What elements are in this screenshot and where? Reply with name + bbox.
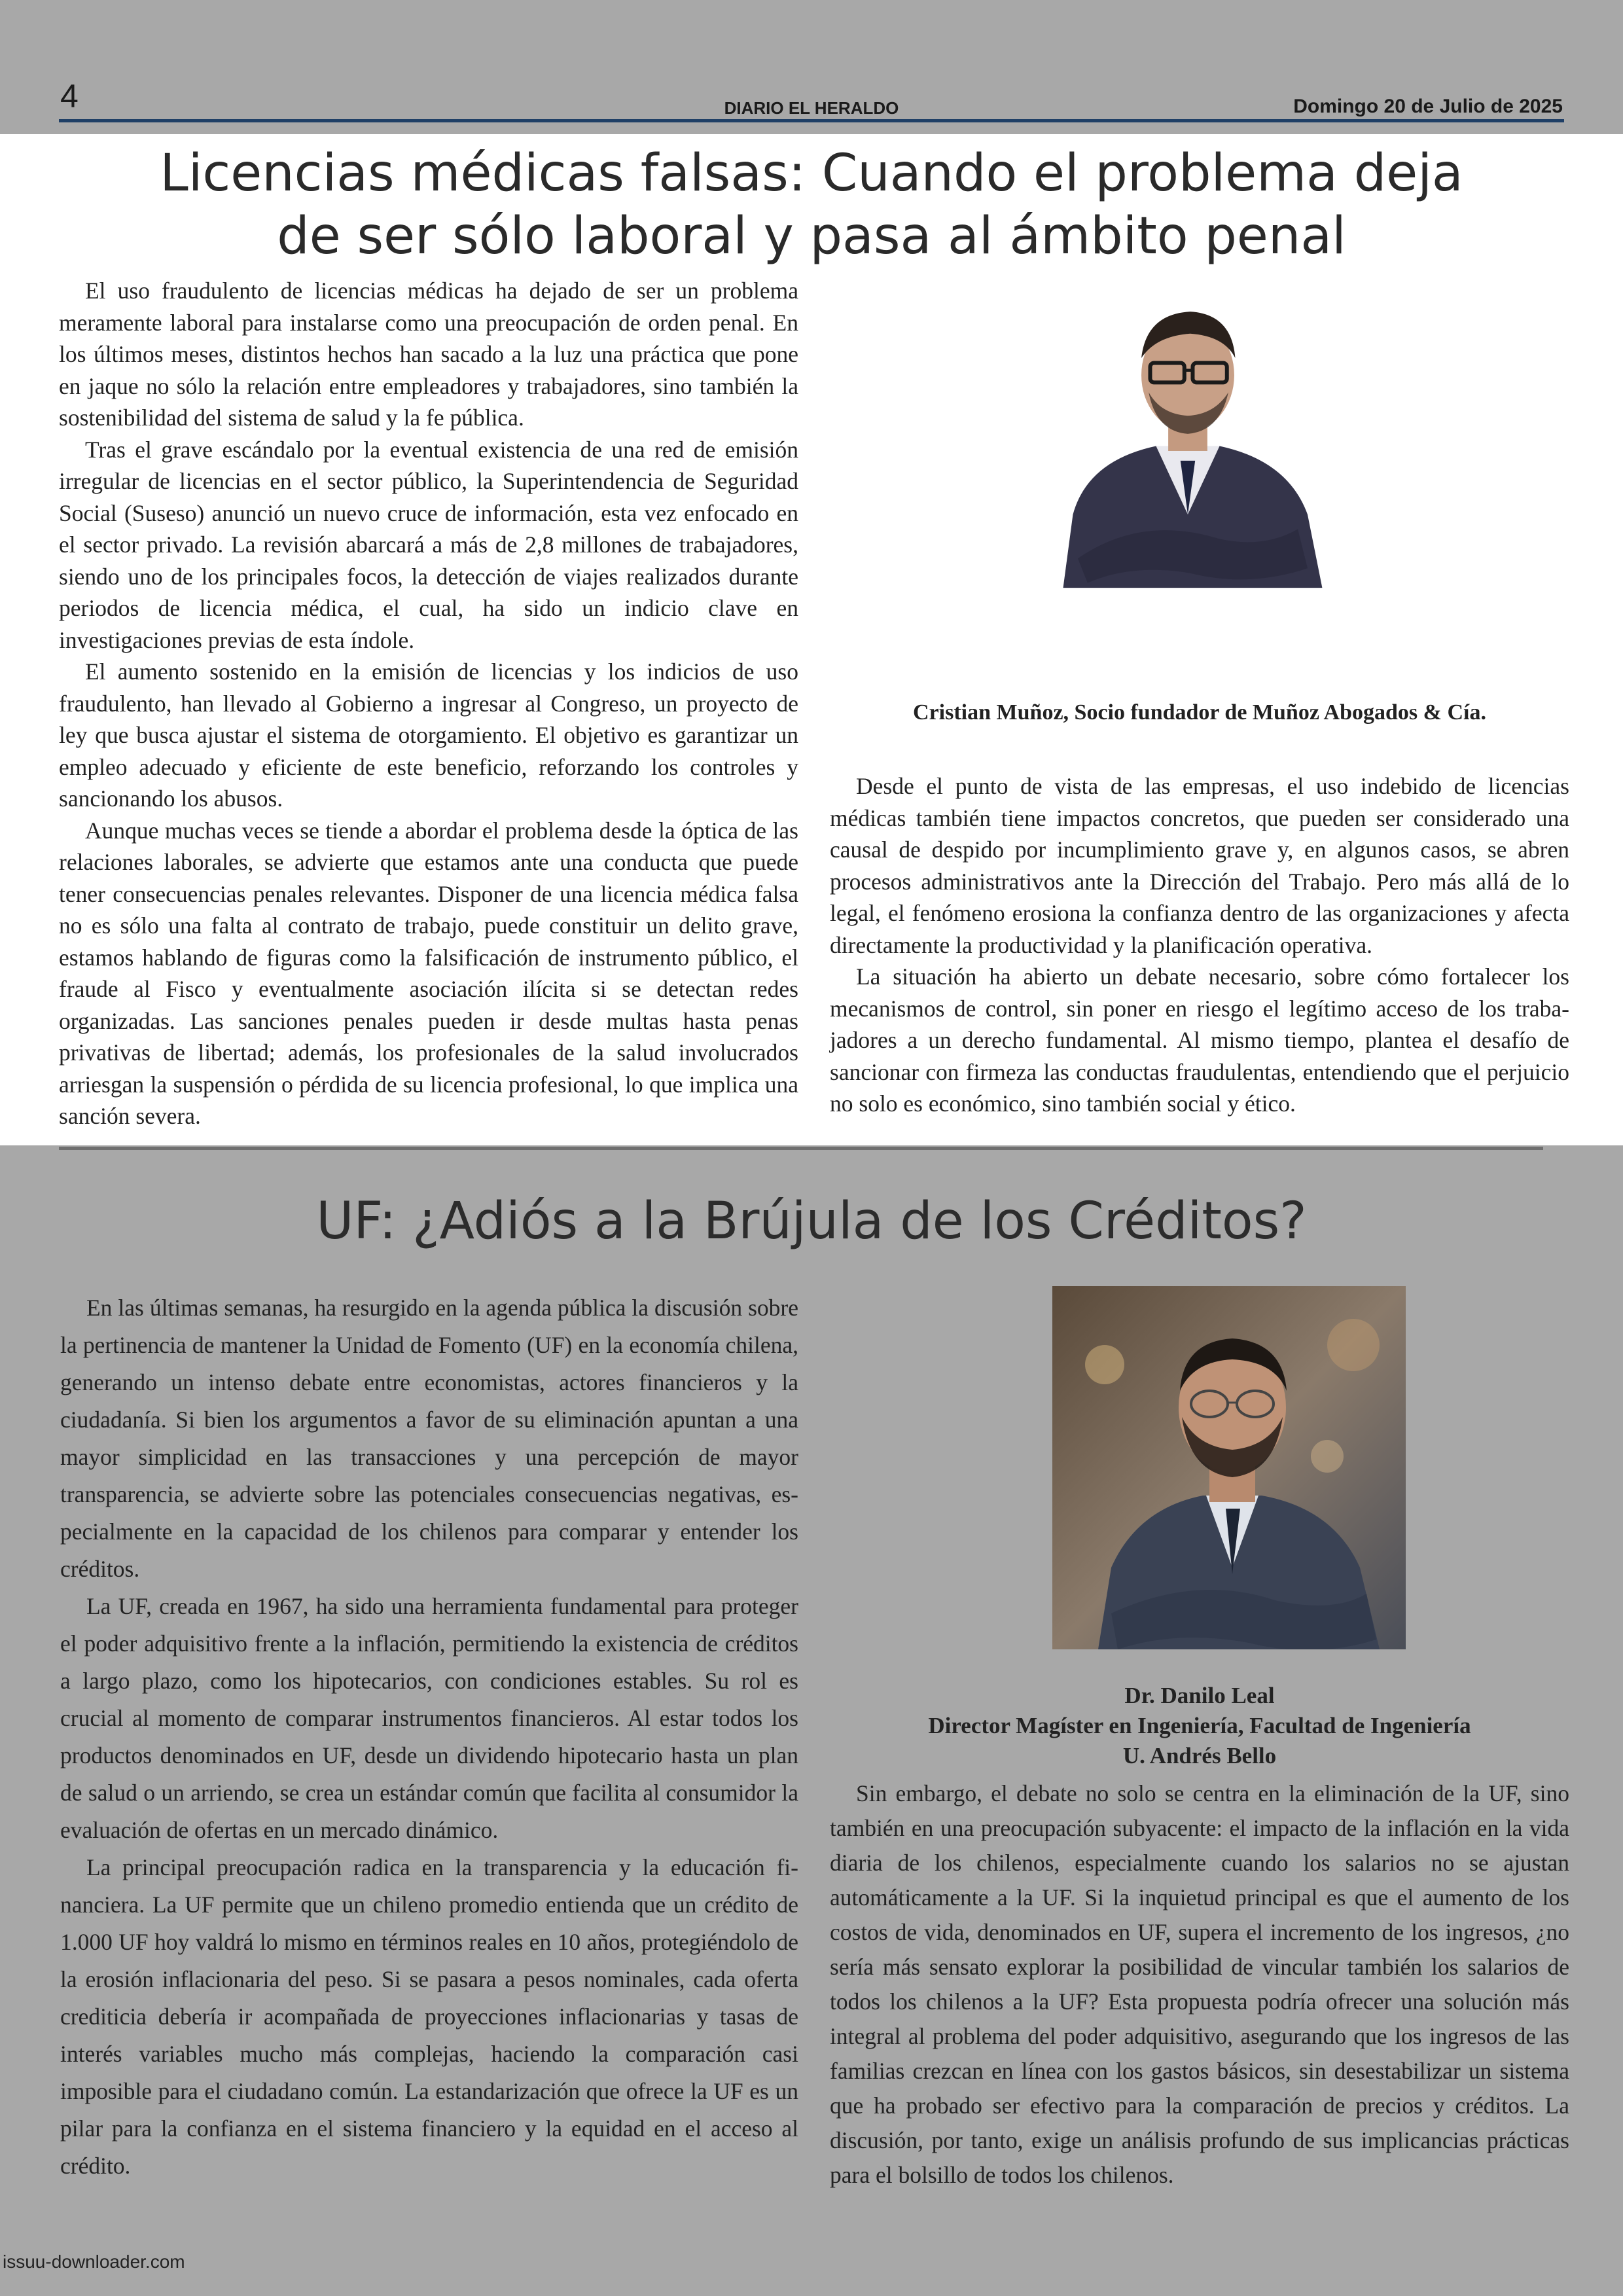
author-photo-danilo-leal (1052, 1286, 1406, 1649)
photo-caption (830, 1681, 1569, 1771)
article-2-left-column (60, 1289, 798, 2185)
author-photo-cristian-munoz (995, 285, 1381, 691)
paragraph: La situación ha abierto un debate necesario, sobre cómo fortalecer los mecanismos de control, sin poner en riesgo el legítimo acceso de los trabajadores a un derecho fundamental. Al mismo tiempo, plantea el desafío de sancionar con firmeza las conductas fraudulentas, entendiendo que el perjuicio no solo es económico, sino también social y ético. (830, 963, 1569, 1117)
section-divider (59, 1147, 1543, 1150)
article-2-right-column (830, 1776, 1569, 2193)
paragraph: En las últimas semanas, ha resurgido en la agenda pública la discusión sobre la pertinencia de mantener la Unidad de Fomento (UF) en la economía chilena, generando un intenso debate entre economistas, actores financieros y la ciudadanía. Si bien los argumentos a favor de su eliminación apuntan a una mayor simplicidad en las transacciones y una percepción de mayor transparencia, se advierte sobre las potenciales consecuencias negativas, especialmente en la capacidad de los chilenos para comparar y entender los créditos. (60, 1295, 798, 1582)
paragraph: Aunque muchas veces se tiende a abordar el problema desde la óptica de las relaciones laborales, se advierte que estamos ante una conducta que puede tener consecuencias penales relevantes. Disponer de una licencia médica falsa no es sólo una falta al contrato de trabajo, puede constituir un delito grave, estamos hablando de figuras como la falsificación de instrumento público, el fraude al Fisco y eventualmente asociación ilícita si se detectan redes organizadas. Las sanciones penales pueden ir desde multas hasta penas privativas de libertad; además, los profesionales de la salud involucrados arriesgan la suspensión o pérdida de su licencia profesional, lo que implica una sanción severa. (59, 817, 798, 1129)
header-rule (59, 119, 1564, 122)
page-number: 4 (60, 78, 79, 115)
article-2-title: UF: ¿Adiós a la Brújula de los Créditos? (316, 1192, 1307, 1251)
issue-date: Domingo 20 de Julio de 2025 (1293, 96, 1563, 117)
article-1-title (85, 142, 1538, 268)
paragraph: El uso fraudulento de licencias médicas ha dejado de ser un problema meramente laboral para instalarse como una preocupación de orden penal. En los últimos meses, distintos hechos han sacado a la luz una práctica que pone en jaque no sólo la relación entre empleadores y trabajadores, sino también la sostenibilidad del sistema de salud y la fe pública. (59, 278, 798, 431)
caption-name: Dr. Danilo Leal (1124, 1683, 1275, 1708)
caption-org: U. Andrés Bello (1122, 1743, 1277, 1768)
caption-role: Director Magíster en Ingeniería, Facultad de Ingeniería (928, 1713, 1471, 1738)
paragraph: Sin embargo, el debate no solo se centra en la eliminación de la UF, sino también en una preocupación subyacente: el impacto de la inflación en la vida diaria de los chilenos, especialmente cuando los salarios no se ajustan automáticamente a la UF. Si la inquietud principal es que el aumento de los costos de vida, denominados en UF, supera el incremento de los ingresos, ¿no sería más sensato explorar la posibilidad de vincular también los salarios de todos los chilenos a la UF? Esta propuesta podría ofrecer una solución más integral al problema del poder adquisitivo, asegurando que los ingresos de las familias crezcan en línea con los gastos básicos, sin desestabilizar un sistema que ha probado ser efectivo para la comparación de precios y créditos. La discusión, por tanto, exige un análisis profundo de sus implicancias prácticas para el bolsillo de todos los chilenos. (830, 1780, 1569, 2188)
paragraph: La principal preocupación radica en la transparencia y la educación financiera. La UF permite que un chileno promedio entienda que un crédito de 1.000 UF hoy valdrá lo mismo en términos reales en 10 años, protegiéndolo de la erosión inflacionaria del peso. Si se pasara a pesos nominales, cada oferta crediticia debería ir acompañada de proyecciones inflacionarias y tasas de interés variables mucho más complejas, haciendo la comparación casi imposible para el ciudadano común. La estandarización que ofrece la UF es un pilar para la confianza en el sistema financiero y la equidad en el acceso al crédito. (60, 1854, 798, 2179)
article-1-title-line-1: Licencias médicas falsas: Cuando el problema deja (160, 144, 1463, 203)
article-licencias (0, 134, 1623, 1145)
photo-caption: Cristian Muñoz, Socio fundador de Muñoz Abogados & Cía. (913, 700, 1486, 725)
article-1-right-column (830, 770, 1569, 1120)
article-1-left-column (59, 275, 798, 1132)
paragraph: Tras el grave escándalo por la eventual existencia de una red de emisión irregular de licencias en el sector público, la Superintendencia de Seguridad Social (Suseso) anunció un nuevo cruce de información, esta vez enfocado en el sector privado. La revisión abarcará a más de 2,8 millones de trabajadores, siendo uno de los principales focos, la detección de viajes realizados durante periodos de licencia médica, el cual, ha sido un indicio clave en investigaciones previas de esta índole. (59, 436, 798, 653)
article-1-title-line-2: de ser sólo laboral y pasa al ámbito penal (277, 207, 1346, 266)
watermark: issuu-downloader.com (3, 2251, 185, 2272)
paragraph: La UF, creada en 1967, ha sido una herramienta fundamental para proteger el poder adquisitivo frente a la inflación, permitiendo la existencia de créditos a largo plazo, como los hipotecarios, con condiciones estables. Su rol es crucial al momento de comparar instrumentos financieros. Al estar todos los productos denominados en UF, desde un dividendo hipotecario hasta un plan de salud o un arriendo, se crea un estándar común que facilita al consumidor la evaluación de ofertas en un mercado dinámico. (60, 1593, 798, 1843)
paragraph: Desde el punto de vista de las empresas, el uso indebido de licencias médicas también tiene impactos concretos, que pueden ser considerado una causal de despido por incumplimiento grave y, en algunos casos, se abren procesos administrativos ante la Dirección del Trabajo. Pero más allá de lo legal, el fenómeno erosiona la confianza dentro de las organizaciones y afecta directamente la productividad y la planificación operativa. (830, 773, 1569, 958)
paragraph: El aumento sostenido en la emisión de licencias y los indicios de uso fraudulento, han llevado al Gobierno a ingresar al Congreso, un proyecto de ley que busca ajustar el sistema de otorgamiento. El objetivo es garantizar un empleo adecuado y eficiente de este beneficio, reforzando los controles y sancionando los abusos. (59, 658, 798, 812)
newspaper-name: DIARIO EL HERALDO (724, 98, 899, 118)
